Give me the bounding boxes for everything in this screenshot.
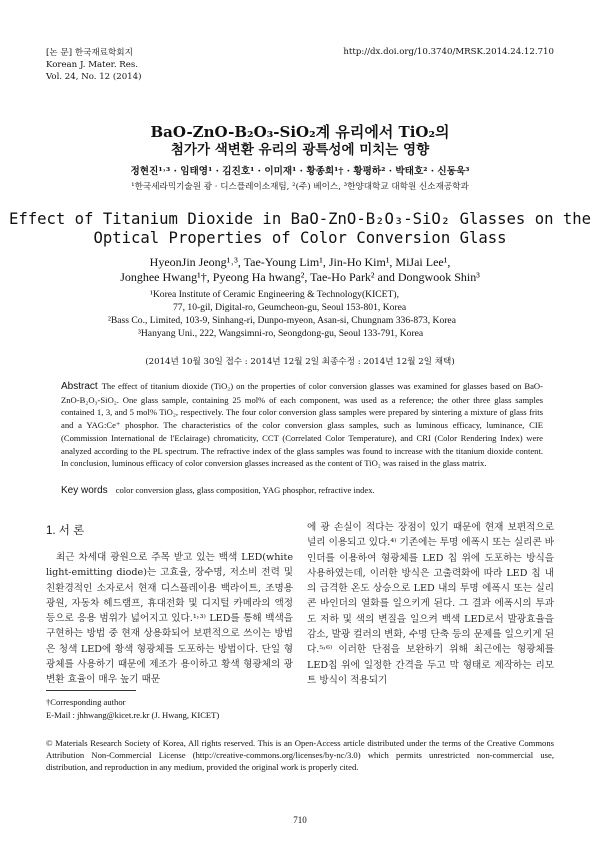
abstract-label: Abstract [61,381,98,392]
license-text: © Materials Research Society of Korea, All rights reserved. This is an Open-Access article distributed under the terms of the Creative Commons Attribution Non-Commercial License (http://creative-commons.org/licenses/by-nc/3.0) which permits unrestricted non-commercial use, distribution, and reproduction in any medium, provided the original work is properly cited. [46,738,554,772]
title-en-line2: Optical Properties of Color Conversion Glass [93,229,507,247]
affiliation-kr: ¹한국세라믹기술원 광 · 디스플레이소재팀, ²(주) 베이스, ³한양대학교 대학원 신소재공학과 [131,182,469,192]
title-kr-line2: 첨가가 색변환 유리의 광특성에 미치는 영향 [170,142,430,158]
corresponding-author-note: †Corresponding author [46,697,126,707]
keywords-label: Key words [61,485,108,496]
keywords [61,485,543,496]
received-dates: (2014년 10월 30일 접수 : 2014년 12월 2일 최종수정 : 2014년 12월 2일 채택) [145,357,455,367]
authors-kr: 정현진¹˒³ · 임태영¹ · 김진호¹ · 이미재¹ · 황종희¹† · 황평하² · 박태호² · 신동욱³ [130,166,470,177]
section-heading: 1. 서 론 [46,525,85,537]
corresponding-email: E-Mail : jhhwang@kicet.re.kr (J. Hwang, KICET) [46,710,220,720]
journal-name-kr: [논 문] 한국재료학회지 [46,48,133,58]
abstract [61,380,543,470]
authors-en-line2: Jonghee Hwang¹†, Pyeong Ha hwang², Tae-Ho Park² and Dongwook Shin³ [120,270,480,284]
abstract-text: The effect of titanium dioxide (TiO₂) on the properties of color conversion glasses was examined for glasses based on BaO-ZnO-B₂O₃-SiO₂. One glass sample, containing 25 mol% of each component, was used as a reference; the other three glass samples contained 1, 3, and 5 mol% TiO₂, respectively. The four color conversion glass samples were prepared by sintering a mixture of glass frits and a YAG:Ce⁺ phosphor. The characteristics of the color conversion glass samples, such as luminous efficacy, luminance, CIE (Commission International de l'Eclairage) chromaticity, CCT (Correlated Color Temperature), and CRI (Color Rendering Index) were analyzed according to the PL spectrum. The refractive index of the glass samples was found to increase with the titanium dioxide content. In conclusion, luminous efficacy of color conversion glasses increased as the content of TiO₂ was raised in the glass matrix. [61,381,543,469]
affiliation-en-4: ³Hanyang Uni., 222, Wangsimni-ro, Seongdong-gu, Seoul 133-791, Korea [138,328,424,339]
footnote-divider [46,690,136,691]
journal-name-en: Korean J. Mater. Res. [46,60,138,70]
doi-link[interactable]: http://dx.doi.org/10.3740/MRSK.2014.24.12.710 [343,47,554,57]
title-en-line1: Effect of Titanium Dioxide in BaO-ZnO-B₂O₃-SiO₂ Glasses on the [8,210,592,228]
page-number: 710 [293,815,307,825]
affiliation-en-3: ²Bass Co., Limited, 103-9, Sinhang-ri, Dunpo-myeon, Asan-si, Chungnam 336-873, Korea [108,315,456,326]
journal-header [46,47,141,83]
affiliation-en-1: ¹Korea Institute of Ceramic Engineering & Technology(KICET), [150,289,399,300]
authors-en-line1: HyeonJin Jeong¹˒³, Tae-Young Lim¹, Jin-Ho Kim¹, MiJai Lee¹, [149,255,451,269]
keywords-text: color conversion glass, glass composition, YAG phosphor, refractive index. [115,485,375,495]
body-text-right-column: 에 광 손실이 적다는 장점이 있기 때문에 현재 보편적으로 널리 이용되고 있다.⁴⁾ 기존에는 투명 에폭시 또는 실리콘 바인더를 이용하여 형광체를 LED 칩 위에 도포하는 방식을 사용하였는데, 이러한 방식은 고출력화에 따라 LED 칩 내의 급격한 온도 상승으로 LED 내의 투명 에폭시 또는 실리콘 바인더의 열화를 일으키게 된다. 그 결과 에폭시의 투과도 저하 및 색의 변질을 일으켜 백색 LED로서 발광효율을 감소, 발광 컬러의 변화, 수명 단축 등의 문제를 일으키게 된다.⁵˒⁶⁾ 이러한 단점을 보완하기 위해 최근에는 형광체를 LED칩 위에 일정한 간격을 두고 막 형태로 제작하는 리모트 방식이 적용되기 [307,522,554,686]
body-text-left-column: 최근 차세대 광원으로 주목 받고 있는 백색 LED(white light-emitting diode)는 고효율, 장수명, 저소비 전력 및 친환경적인 소자로서 현재 디스플레이용 백라이트, 조명용 광원, 자동차 헤드램프, 휴대전화 및 디지털 카메라의 액정 등으로 응용 범위가 넓어지고 있다.¹˒³⁾ LED를 통해 백색을 구현하는 방법 중 현재 상용화되어 보편적으로 쓰이는 방법은 청색 LED에 황색 형광체를 도포하는 방법이다. 단일 형광체를 사용하기 때문에 제조가 용이하고 황색 형광체의 광 변환 효율이 매우 높기 때문 [46,552,293,686]
title-kr-line1: BaO-ZnO-B₂O₃-SiO₂계 유리에서 TiO₂의 [150,123,450,141]
journal-volume: Vol. 24, No. 12 (2014) [46,72,142,82]
affiliation-en-2: 77, 10-gil, Digital-ro, Geumcheon-gu, Seoul 153-801, Korea [173,302,407,313]
